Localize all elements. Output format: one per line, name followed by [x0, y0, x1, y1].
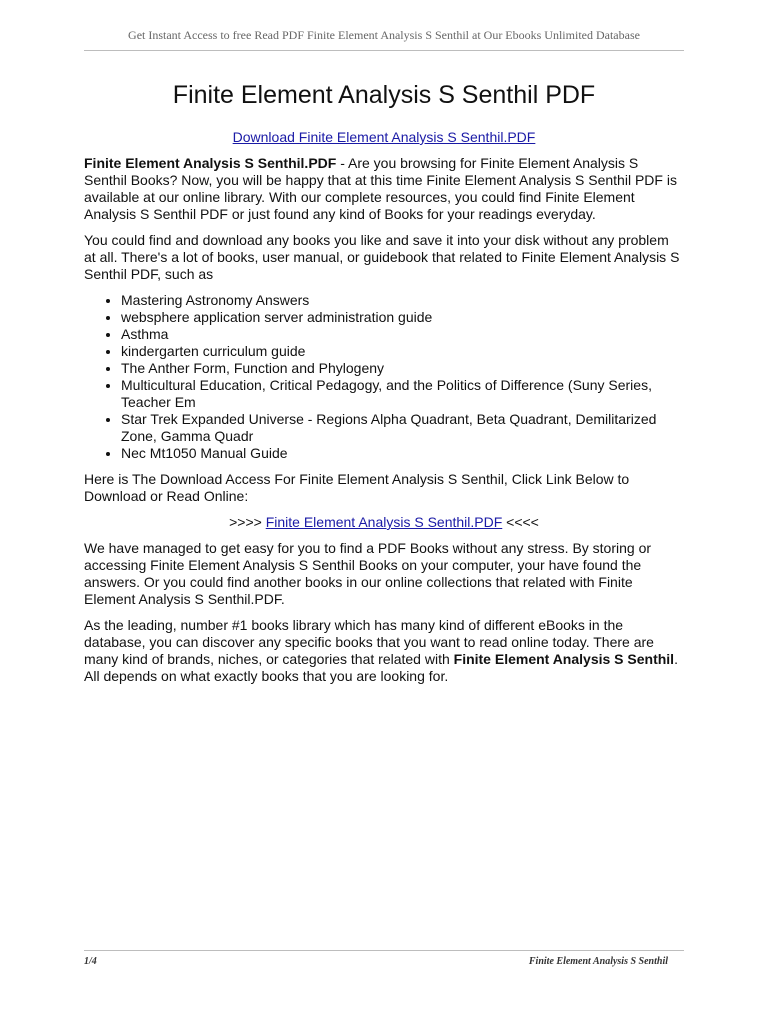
list-item: • websphere application server administration guide: [121, 309, 684, 326]
storage-paragraph: We have managed to get easy for you to find a PDF Books without any stress. By storing or accessing Finite Element Analysis S Senthil Books on your computer, your have found the answers. Or you could find another books in our online collections that related with Finite Element Analysis S Senthil.PDF.: [84, 540, 652, 607]
footer-divider: [84, 950, 684, 951]
page-footer: [84, 956, 668, 967]
document-title: Finite Element Analysis S Senthil PDF: [172, 81, 596, 109]
read-online-link[interactable]: Finite Element Analysis S Senthil.PDF: [265, 514, 503, 530]
intro-paragraph: [84, 155, 684, 223]
list-item: • Asthma: [121, 326, 684, 343]
header-divider: [84, 50, 684, 51]
read-link-suffix: <<<<: [502, 514, 539, 530]
library-paragraph: [84, 617, 684, 685]
library-text-after: . All depends on what exactly books that you are looking for.: [84, 651, 678, 684]
related-books-paragraph: You could find and download any books you like and save it into your disk without any problem at all. There's a lot of books, user manual, or guidebook that related to Finite Element Analysis S Senthil PDF, such as: [84, 232, 680, 282]
download-access-paragraph: Here is The Download Access For Finite Element Analysis S Senthil, Click Link Below to Download or Read Online:: [84, 471, 630, 504]
read-online-line: [84, 514, 684, 531]
related-books-list: [84, 292, 684, 462]
page-header: Get Instant Access to free Read PDF Finite Element Analysis S Senthil at Our Ebooks Unlimited Database: [128, 28, 640, 42]
download-link-line: [84, 128, 684, 146]
library-text-before: As the leading, number #1 books library which has many kind of different eBooks in the database, you can discover any specific books that you want to read online today. There are many kind of brands, niches, or categories that related with: [84, 617, 654, 667]
library-bold-title: Finite Element Analysis S Senthil: [453, 651, 675, 667]
download-link[interactable]: Download Finite Element Analysis S Senthil.PDF: [232, 129, 536, 145]
list-item: • kindergarten curriculum guide: [121, 343, 684, 360]
intro-bold-title: Finite Element Analysis S Senthil.PDF: [84, 155, 337, 171]
document-body: [84, 78, 684, 685]
list-item: • Mastering Astronomy Answers: [121, 292, 684, 309]
list-item: • Nec Mt1050 Manual Guide: [121, 445, 684, 462]
list-item: • The Anther Form, Function and Phylogeny: [121, 360, 684, 377]
list-item: • Multicultural Education, Critical Pedagogy, and the Politics of Difference (Suny Series, Teacher Em: [121, 377, 684, 411]
read-link-prefix: >>>>: [229, 514, 266, 530]
list-item: • Star Trek Expanded Universe - Regions Alpha Quadrant, Beta Quadrant, Demilitarized Zone, Gamma Quadr: [121, 411, 684, 445]
page-number: 1/4: [84, 956, 97, 967]
footer-title: Finite Element Analysis S Senthil: [528, 956, 668, 967]
intro-text: - Are you browsing for Finite Element Analysis S Senthil Books? Now, you will be happy that at this time Finite Element Analysis S Senthil PDF is available at our online library. With our complete resources, you could find Finite Element Analysis S Senthil PDF or just found any kind of Books for your readings everyday.: [84, 155, 677, 222]
